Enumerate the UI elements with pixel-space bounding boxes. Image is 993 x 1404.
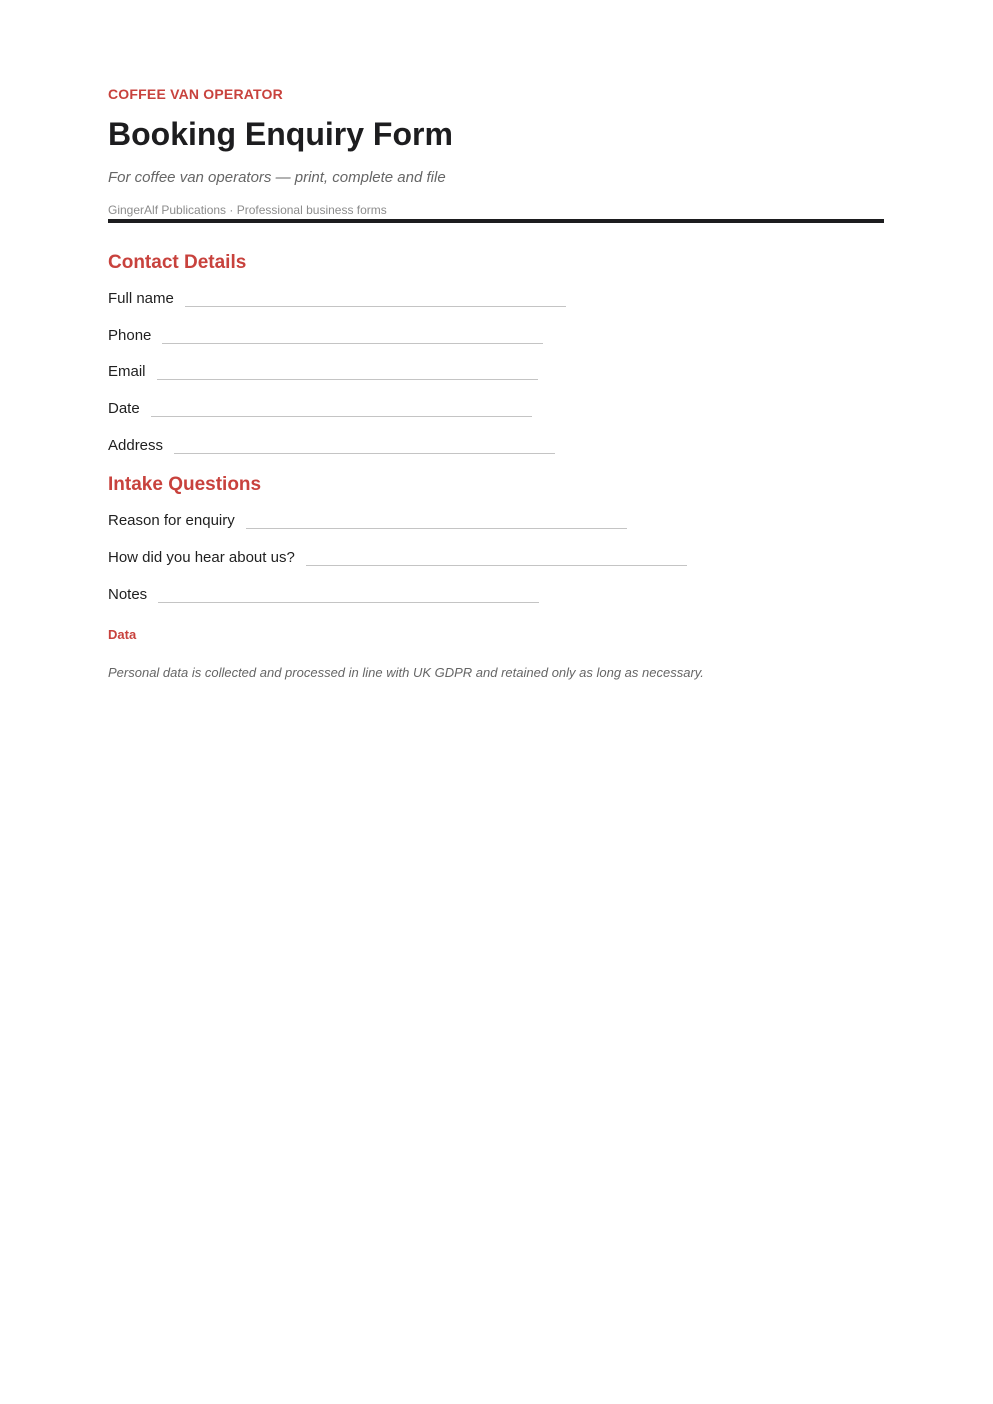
page-title: Booking Enquiry Form: [108, 116, 453, 152]
date-input-line[interactable]: [151, 416, 532, 417]
address-field: [108, 437, 555, 455]
eyebrow-label: COFFEE VAN OPERATOR: [108, 86, 283, 102]
intake-questions-heading: Intake Questions: [108, 474, 262, 495]
reason-field: [108, 512, 627, 530]
referral-source-field: [108, 549, 687, 567]
full-name-field: [108, 290, 566, 308]
notes-label: Notes: [108, 586, 148, 603]
email-field: [108, 363, 538, 381]
contact-details-heading: Contact Details: [108, 252, 247, 273]
date-field: [108, 400, 532, 418]
reason-label: Reason for enquiry: [108, 512, 235, 529]
phone-field: [108, 327, 543, 345]
referral-source-input-line[interactable]: [306, 565, 687, 566]
full-name-label: Full name: [108, 290, 174, 307]
email-input-line[interactable]: [157, 379, 538, 380]
address-input-line[interactable]: [174, 453, 555, 454]
notes-input-line[interactable]: [158, 602, 539, 603]
address-label: Address: [108, 437, 164, 454]
reason-input-line[interactable]: [246, 528, 627, 529]
data-heading: Data: [108, 627, 137, 642]
notes-field: [108, 586, 539, 604]
date-label: Date: [108, 400, 140, 417]
email-label: Email: [108, 363, 146, 380]
page-subtitle: For coffee van operators — print, complete and file: [108, 169, 446, 186]
phone-input-line[interactable]: [162, 343, 543, 344]
gdpr-note: Personal data is collected and processed in line with UK GDPR and retained only as long as necessary.: [108, 665, 704, 680]
referral-source-label: How did you hear about us?: [108, 549, 295, 566]
phone-label: Phone: [108, 327, 152, 344]
full-name-input-line[interactable]: [185, 306, 566, 307]
header-divider: [108, 219, 884, 223]
publisher-line: GingerAlf Publications · Professional business forms: [108, 203, 387, 217]
